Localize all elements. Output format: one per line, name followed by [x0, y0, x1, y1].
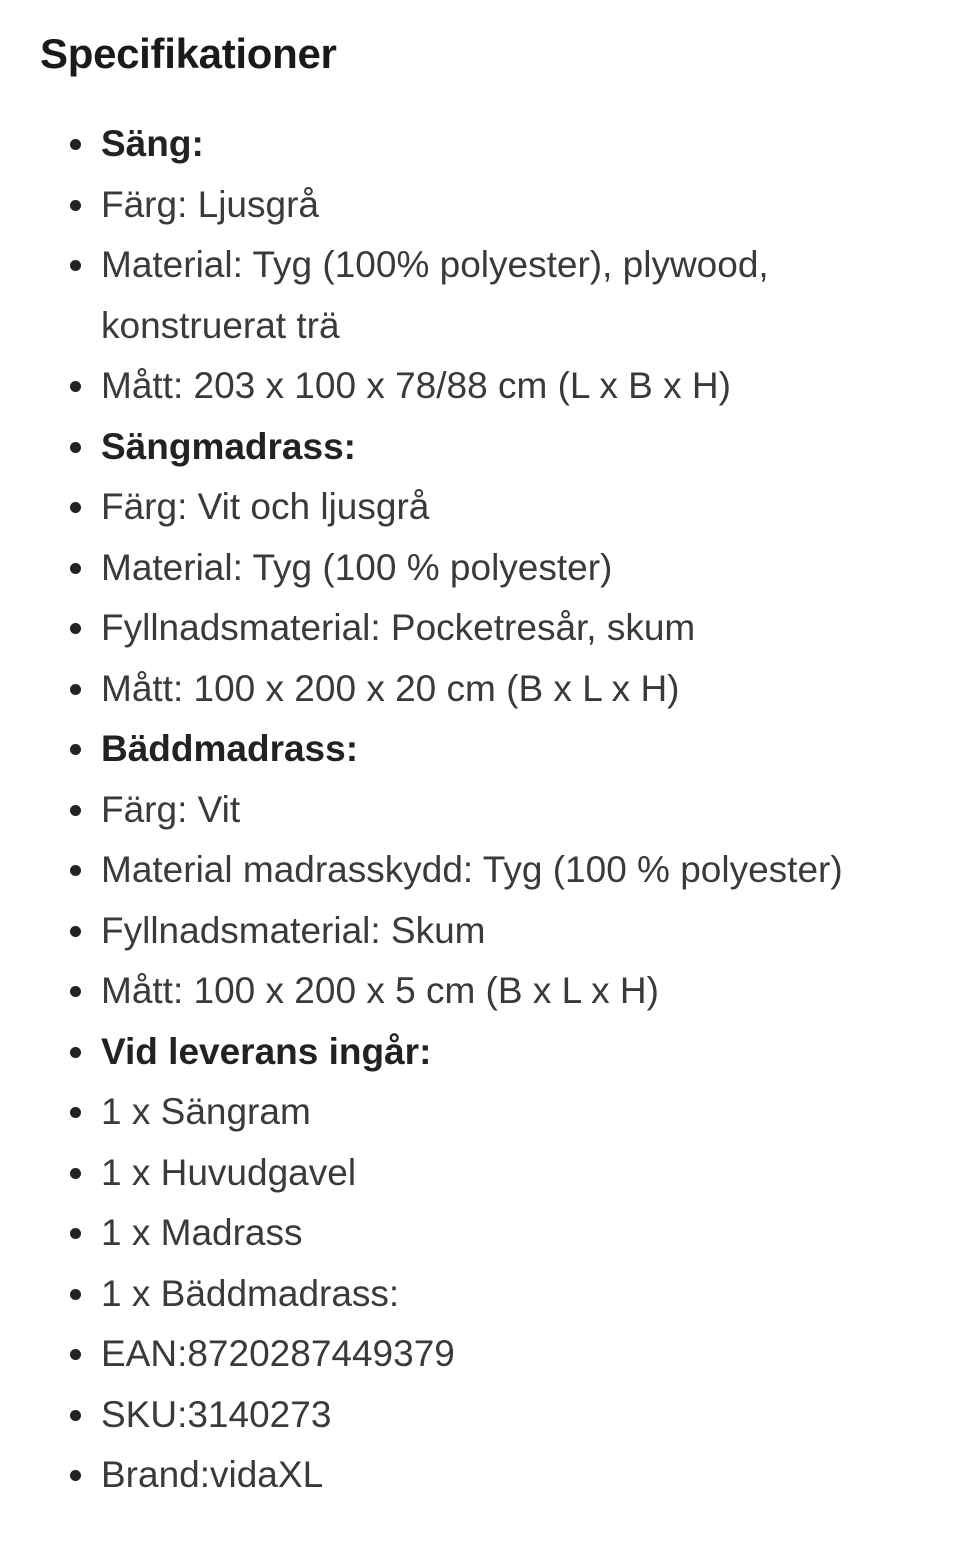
bullet-icon [70, 1168, 81, 1179]
bullet-icon [70, 1289, 81, 1300]
list-item-text: EAN:8720287449379 [101, 1333, 455, 1374]
bullet-icon [70, 623, 81, 634]
bullet-icon [70, 744, 81, 755]
bullet-icon [70, 865, 81, 876]
list-item-sang-header [0, 114, 960, 175]
list-item-ean [0, 1324, 960, 1385]
list-item-sku [0, 1385, 960, 1446]
bullet-icon [70, 260, 81, 271]
bullet-icon [70, 139, 81, 150]
bullet-icon [70, 1228, 81, 1239]
list-item [0, 235, 861, 356]
list-item [0, 598, 960, 659]
list-item-text: Färg: Vit [101, 788, 241, 830]
list-item [0, 1143, 960, 1204]
list-item [0, 901, 960, 962]
list-item-text: Färg: Ljusgrå [101, 183, 319, 225]
list-item [0, 1203, 960, 1264]
bullet-icon [70, 1349, 81, 1360]
bullet-icon [70, 442, 81, 453]
list-item-sangmadrass-header [0, 417, 960, 478]
list-item-text: SKU:3140273 [101, 1393, 332, 1435]
list-item [0, 356, 960, 417]
list-item-text: Material madrasskydd: Tyg (100 % polyester) [101, 849, 843, 890]
list-item-text: Sängmadrass: [101, 425, 356, 467]
list-item-text: Fyllnadsmaterial: Pocketresår, skum [101, 607, 696, 648]
bullet-icon [70, 502, 81, 513]
list-item [0, 840, 960, 901]
list-item-text: Färg: Vit och ljusgrå [101, 486, 430, 527]
bullet-icon [70, 1410, 81, 1421]
list-item-text: Material: Tyg (100% polyester), plywood, konstruerat trä [101, 244, 769, 346]
list-item-text: Material: Tyg (100 % polyester) [101, 546, 613, 588]
list-item-text: 1 x Bäddmadrass: [101, 1272, 400, 1314]
list-item [0, 1082, 960, 1143]
list-item-text: Fyllnadsmaterial: Skum [101, 909, 486, 951]
bullet-icon [70, 1047, 81, 1058]
list-item-delivery-header [0, 1022, 960, 1083]
list-item [0, 175, 960, 236]
spec-list [0, 114, 960, 1506]
bullet-icon [70, 200, 81, 211]
list-item [0, 477, 960, 538]
list-item-text: 1 x Sängram [101, 1091, 311, 1132]
list-item-baddmadrass-header [0, 719, 960, 780]
list-item-text: Mått: 203 x 100 x 78/88 cm (L x B x H) [101, 365, 731, 406]
list-item [0, 780, 960, 841]
list-item-text: 1 x Madrass [101, 1212, 303, 1253]
list-item-text: Säng: [101, 123, 204, 164]
list-item [0, 1264, 960, 1325]
bullet-icon [70, 926, 81, 937]
list-item-brand [0, 1445, 960, 1506]
bullet-icon [70, 1107, 81, 1118]
page-title: Specifikationer [40, 30, 337, 77]
list-item-text: Bäddmadrass: [101, 728, 359, 769]
bullet-icon [70, 1470, 81, 1481]
bullet-icon [70, 986, 81, 997]
list-item-text: Mått: 100 x 200 x 20 cm (B x L x H) [101, 667, 680, 709]
list-item-text: 1 x Huvudgavel [101, 1151, 357, 1193]
bullet-icon [70, 684, 81, 695]
bullet-icon [70, 381, 81, 392]
list-item [0, 659, 960, 720]
bullet-icon [70, 563, 81, 574]
list-item-text: Mått: 100 x 200 x 5 cm (B x L x H) [101, 970, 659, 1011]
list-item-text: Brand:vidaXL [101, 1454, 324, 1495]
list-item [0, 961, 960, 1022]
bullet-icon [70, 805, 81, 816]
list-item-text: Vid leverans ingår: [101, 1030, 432, 1072]
list-item [0, 538, 960, 599]
